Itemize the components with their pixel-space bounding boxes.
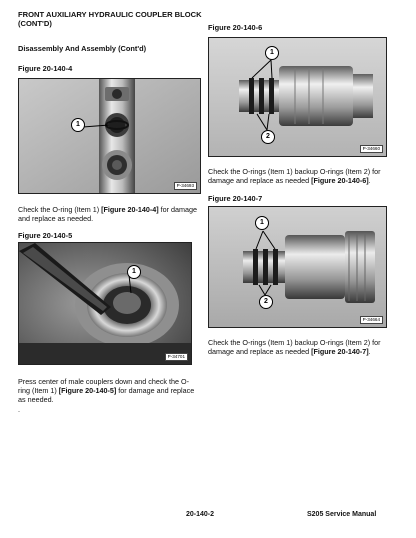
figure-caption: Figure 20-140-6	[208, 23, 263, 32]
section-title: FRONT AUXILIARY HYDRAULIC COUPLER BLOCK (CONT'D)	[18, 10, 202, 28]
photo-number: P-34660	[360, 145, 383, 153]
callout-item-1: 1	[71, 118, 85, 132]
stray-mark: .	[18, 405, 20, 414]
instruction-paragraph: Check the O-rings (Item 1) backup O-rings (Item 2) for damage and replace as needed [Figure 20-140-7].	[208, 338, 381, 357]
figure-caption: Figure 20-140-5	[18, 231, 73, 240]
manual-title: S205 Service Manual	[307, 511, 377, 518]
callout-item-1: 1	[255, 216, 269, 230]
coupler-orings-photo	[208, 37, 387, 157]
callout-item-1: 1	[127, 265, 141, 279]
photo-number: P-34693	[174, 182, 197, 190]
page-number: 20-140-2	[186, 511, 215, 518]
callout-item-2: 2	[261, 130, 275, 144]
coupler-block-photo	[18, 78, 201, 194]
instruction-paragraph: Check the O-rings (Item 1) backup O-rings (Item 2) for damage and replace as needed [Figure 20-140-6].	[208, 167, 381, 186]
instruction-paragraph: Press center of male couplers down and check the O-ring (Item 1) [Figure 20-140-5] for damage and replace as needed.	[18, 377, 195, 405]
male-coupler-photo	[18, 242, 192, 365]
figure-caption: Figure 20-140-7	[208, 194, 263, 203]
callout-item-1: 1	[265, 46, 279, 60]
coupler-orings-photo	[208, 206, 387, 328]
callout-item-2: 2	[259, 295, 273, 309]
photo-number: P-34664	[360, 316, 383, 324]
section-subtitle: Disassembly And Assembly (Cont'd)	[18, 44, 147, 53]
instruction-paragraph: Check the O-ring (Item 1) [Figure 20-140-4] for damage and replace as needed.	[18, 205, 197, 224]
photo-number: P-34701	[165, 353, 188, 361]
figure-caption: Figure 20-140-4	[18, 64, 73, 73]
